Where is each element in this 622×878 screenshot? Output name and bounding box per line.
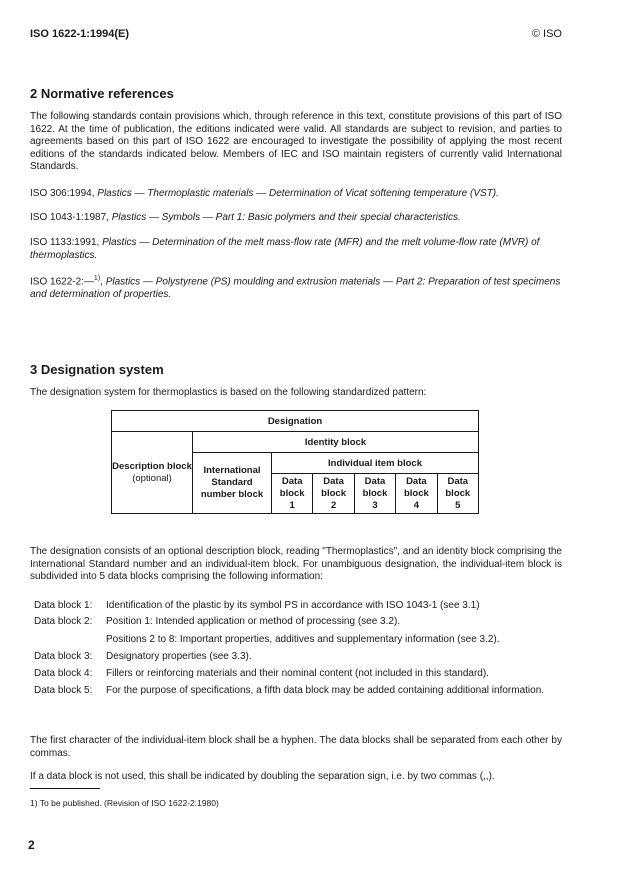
section-3-separator-rule: The first character of the individual-item block shall be a hyphen. The data blocks shall be separated from each other by commas. bbox=[30, 735, 562, 759]
section-3-intro: The designation system for thermoplastics is based on the following standardized pattern: bbox=[30, 387, 427, 398]
copyright-mark: © ISO bbox=[531, 28, 562, 40]
data-block-number: 1 bbox=[289, 499, 295, 511]
data-block-label: Data block bbox=[445, 475, 471, 499]
reference-item bbox=[30, 237, 562, 262]
reference-number: ISO 306:1994, bbox=[30, 188, 98, 199]
reference-title: Plastics — Symbols — Part 1: Basic polymers and their special characteristics. bbox=[111, 212, 461, 223]
section-3-description: The designation consists of an optional description block, reading "Thermoplastics", and an identity block comprising the International Standard number and an individual-item block. For unambiguous designation, the individual-item block is subdivided into 5 data blocks comprising the following information: bbox=[30, 546, 562, 583]
page-number: 2 bbox=[28, 838, 35, 852]
document-id: ISO 1622-1:1994(E) bbox=[30, 28, 130, 40]
data-block-cell bbox=[396, 474, 437, 514]
data-block-cell bbox=[354, 474, 395, 514]
data-block-number: 3 bbox=[372, 499, 378, 511]
section-2-title: 2 Normative references bbox=[30, 86, 174, 101]
reference-title: Plastics — Polystyrene (PS) moulding and extrusion materials — Part 2: Preparation of test specimens and determination of properties. bbox=[30, 276, 561, 300]
data-block-label: Data block bbox=[321, 475, 346, 499]
data-block-label: Data block bbox=[279, 475, 305, 499]
data-block-item-text: Identification of the plastic by its symbol PS in accordance with ISO 1043-1 (see 3.1) bbox=[106, 600, 480, 611]
reference-number: ISO 1622-2:— bbox=[30, 276, 94, 288]
reference-title: Plastics — Thermoplastic materials — Determination of Vicat softening temperature (VST). bbox=[97, 188, 499, 199]
reference-number: ISO 1043-1:1987, bbox=[30, 212, 112, 223]
data-block-item-text: Fillers or reinforcing materials and their nominal content (not included in this standard). bbox=[106, 668, 489, 679]
data-block-cell bbox=[272, 474, 313, 514]
designation-header: Designation bbox=[112, 411, 479, 432]
data-block-item-label: Data block 1: bbox=[34, 600, 93, 611]
section-2-intro: The following standards contain provisions which, through reference in this text, constitute provisions of this part of ISO 1622. At the time of publication, the editions indicated were valid. All standards are subject to revision, and parties to agreements based on this part of ISO 1622 are encouraged to investigate the possibility of applying the most recent editions of the standards indicated below. Members of IEC and ISO maintain registers of currently valid International Standards. bbox=[30, 111, 562, 173]
data-block-item-label: Data block 5: bbox=[34, 685, 93, 696]
data-block-number: 4 bbox=[413, 499, 420, 511]
designation-table bbox=[111, 410, 479, 514]
footnote-marker: 1) bbox=[93, 275, 101, 282]
reference-title: Plastics — Determination of the melt mass-flow rate (MFR) and the melt volume-flow rate (MVR) of thermoplastics. bbox=[30, 237, 540, 261]
reference-item bbox=[30, 212, 562, 225]
description-block-cell bbox=[112, 432, 193, 514]
data-block-cell bbox=[313, 474, 354, 514]
international-standard-number-block: International Standard number block bbox=[193, 453, 272, 514]
section-3-title: 3 Designation system bbox=[30, 362, 164, 377]
reference-item bbox=[30, 273, 562, 302]
data-block-item-label: Data block 3: bbox=[34, 651, 93, 662]
data-block-item-text: For the purpose of specifications, a fifth data block may be added containing additional information. bbox=[106, 685, 545, 696]
data-block-number: 2 bbox=[330, 499, 337, 511]
footnote-divider bbox=[30, 788, 100, 789]
data-block-label: Data block bbox=[403, 475, 429, 499]
reference-number: ISO 1133:1991, bbox=[30, 237, 103, 248]
data-block-label: Data block bbox=[362, 475, 388, 499]
data-block-item-label: Data block 2: bbox=[34, 616, 93, 627]
footnote-text: 1) To be published. (Revision of ISO 1622-2:1980) bbox=[30, 798, 219, 808]
data-block-item-text: Position 1: Intended application or method of processing (see 3.2). bbox=[106, 616, 401, 627]
reference-separator: , bbox=[100, 276, 106, 288]
reference-item bbox=[30, 188, 562, 201]
data-block-item-text: Designatory properties (see 3.3). bbox=[106, 651, 252, 662]
data-block-number: 5 bbox=[455, 499, 461, 511]
section-3-unused-block-rule: If a data block is not used, this shall be indicated by doubling the separation sign, i.e. by two commas (,,). bbox=[30, 771, 495, 782]
description-block-label: Description block bbox=[112, 460, 192, 472]
data-block-item-text: Positions 2 to 8: Important properties, additives and supplementary information (see 3.2). bbox=[106, 634, 500, 645]
data-block-item-label: Data block 4: bbox=[34, 668, 93, 679]
data-block-cell bbox=[437, 474, 478, 514]
description-block-note: (optional) bbox=[132, 472, 172, 484]
individual-item-block-header: Individual item block bbox=[272, 453, 479, 474]
identity-block-header: Identity block bbox=[193, 432, 479, 453]
